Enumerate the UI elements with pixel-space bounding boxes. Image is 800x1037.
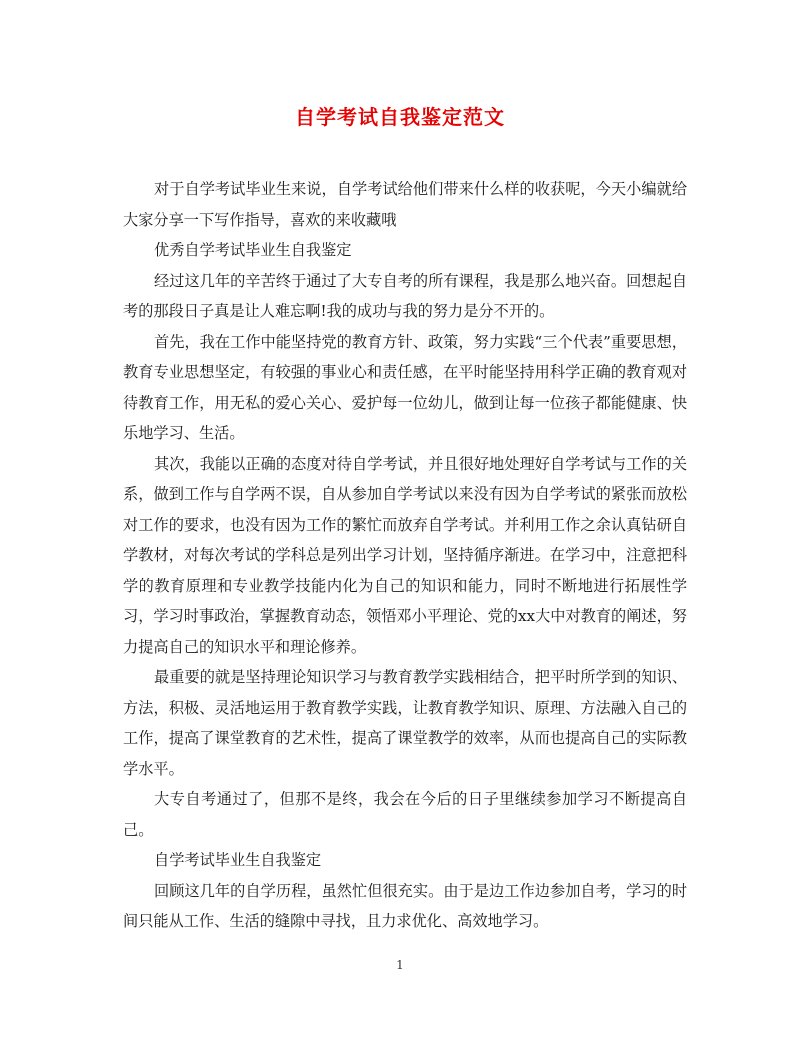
body-paragraph: 首先，我在工作中能坚持党的教育方针、政策，努力实践“三个代表”重要思想，教育专业思想坚定，有较强的事业心和责任感，在平时能坚持用科学正确的教育观对待教育工作，用无私的爱心关心、爱护每一位幼儿，做到让每一位孩子都能健康、快乐地学习、生活。 [123, 332, 687, 442]
body-paragraph: 其次，我能以正确的态度对待自学考试，并且很好地处理好自学考试与工作的关系，做到工作与自学两不误，自从参加自学考试以来没有因为自学考试的紧张而放松对工作的要求，也没有因为工作的繁忙而放弃自学考试。并利用工作之余认真钻研自学教材，对每次考试的学科总是列出学习计划，坚持循序渐进。在学习中，注意把科学的教育原理和专业教学技能内化为自己的知识和能力，同时不断地进行拓展性学习，学习时事政治，掌握教育动态，领悟邓小平理论、党的xx大中对教育的阐述，努力提高自己的知识水平和理论修养。 [123, 454, 687, 656]
document-body [123, 174, 687, 937]
section-heading: 自学考试毕业生自我鉴定 [154, 851, 322, 869]
body-paragraph: 回顾这几年的自学历程，虽然忙但很充实。由于是边工作边参加自考，学习的时间只能从工作、生活的缝隙中寻找，且力求优化、高效地学习。 [123, 881, 687, 930]
intro-paragraph: 对于自学考试毕业生来说，自学考试给他们带来什么样的收获呢，今天小编就给大家分享一下写作指导，喜欢的来收藏哦 [123, 180, 687, 229]
body-paragraph: 最重要的就是坚持理论知识学习与教育教学实践相结合，把平时所学到的知识、方法，积极、灵活地运用于教育教学实践，让教育教学知识、原理、方法融入自己的工作，提高了课堂教育的艺术性，提高了课堂教学的效率，从而也提高自己的实际教学水平。 [123, 668, 687, 778]
document-title: 自学考试自我鉴定范文 [295, 105, 505, 129]
body-paragraph: 经过这几年的辛苦终于通过了大专自考的所有课程，我是那么地兴奋。回想起自考的那段日子真是让人难忘啊!我的成功与我的努力是分不开的。 [123, 271, 687, 320]
body-paragraph: 大专自考通过了，但那不是终，我会在今后的日子里继续参加学习不断提高自己。 [123, 790, 687, 839]
section-heading: 优秀自学考试毕业生自我鉴定 [154, 241, 352, 259]
page-number: 1 [396, 958, 404, 972]
